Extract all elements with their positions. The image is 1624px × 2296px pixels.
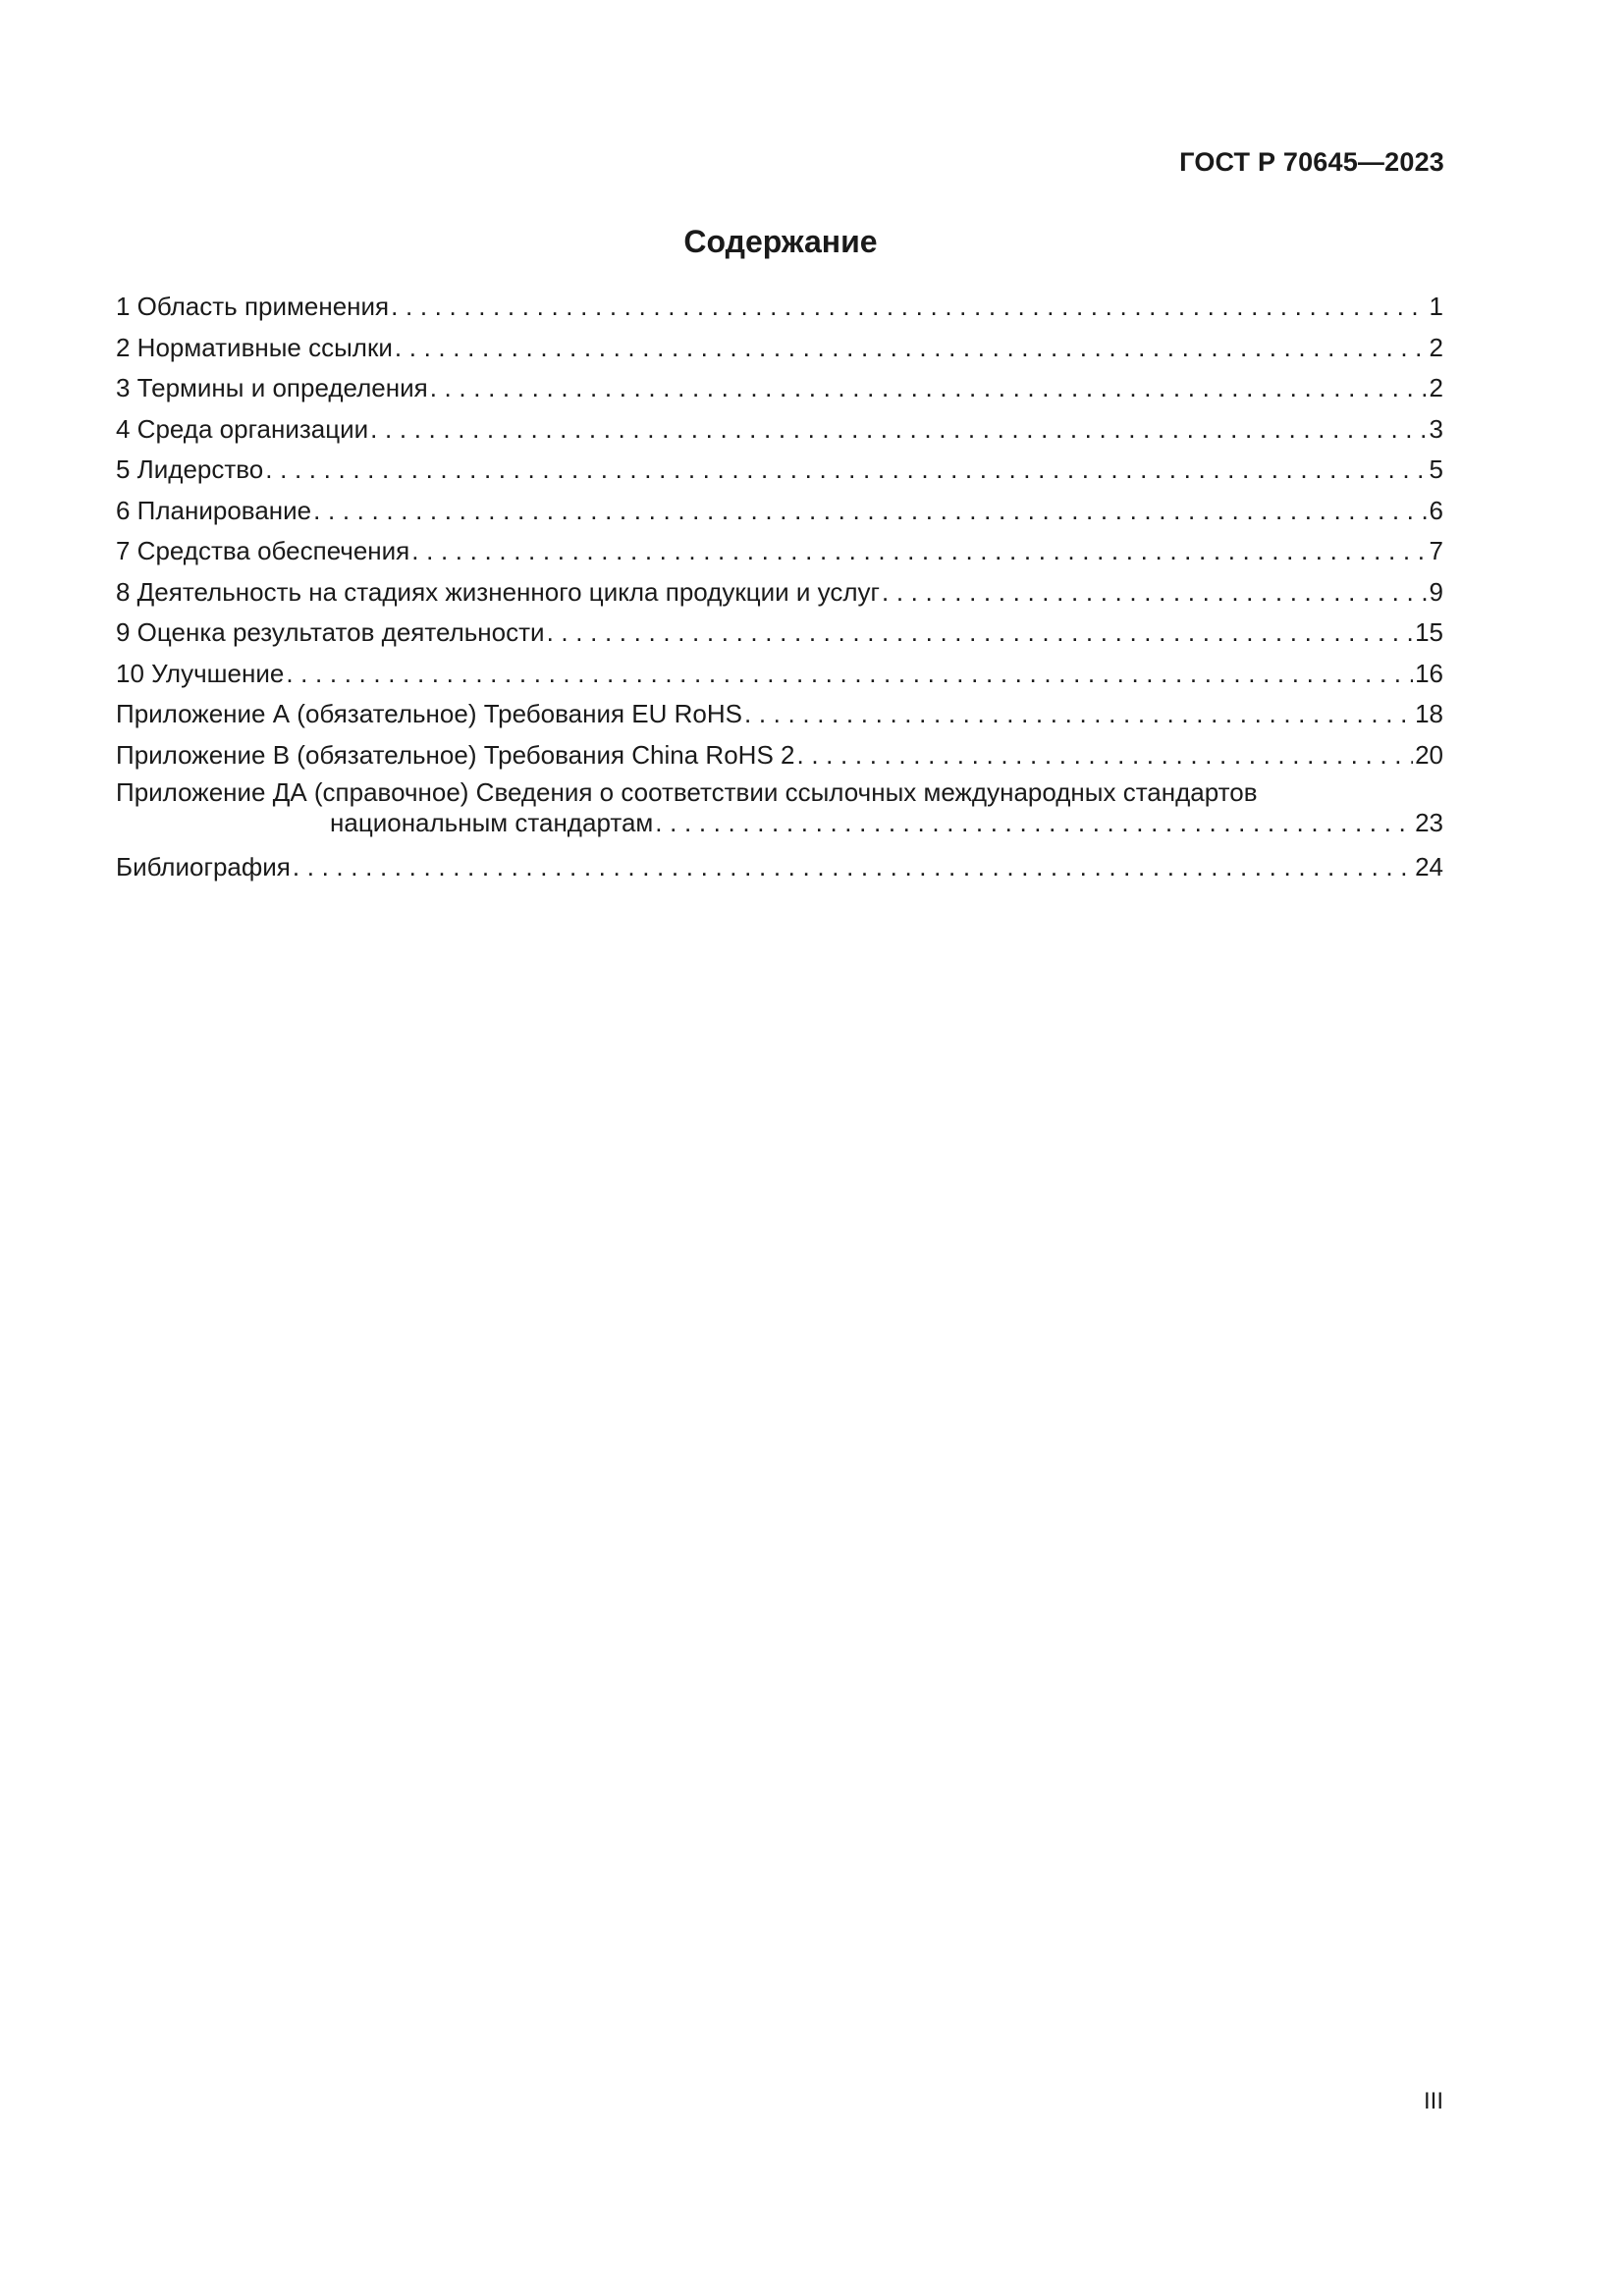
toc-leader-dots: [882, 572, 1428, 614]
toc-entry-text: 2 Нормативные ссылки: [116, 332, 393, 362]
toc-entry-continuation-line: [116, 806, 1443, 842]
toc-entry-text: 7 Средства обеспечения: [116, 536, 410, 565]
toc-entry-page: 7: [1429, 536, 1443, 565]
toc-title: Содержание: [683, 224, 878, 259]
toc-entry-text: 6 Планирование: [116, 495, 312, 525]
toc-leader-dots: [286, 654, 1413, 695]
toc-leader-dots: [395, 328, 1428, 369]
toc-entry-text: Приложение В (обязательное) Требования China RoHS 2: [116, 739, 795, 770]
toc-leader-dots: [547, 613, 1414, 654]
toc-entry-page: 9: [1429, 576, 1443, 607]
toc-leader-dots: [744, 694, 1413, 735]
toc-entry-text: 10 Улучшение: [116, 658, 285, 688]
toc-entry-text: 9 Оценка результатов деятельности: [116, 617, 545, 647]
document-code: ГОСТ Р 70645—2023: [1179, 147, 1444, 177]
toc-leader-dots: [655, 806, 1413, 839]
toc-entry-text: Библиография: [116, 852, 291, 881]
toc-leader-dots: [430, 368, 1428, 409]
toc-entry-text: 3 Термины и определения: [116, 373, 428, 402]
toc-leader-dots: [265, 450, 1427, 491]
toc-entry-operation[interactable]: [116, 572, 1443, 614]
toc-entry-page: 23: [1415, 808, 1443, 837]
toc-entry-text: Приложение ДА (справочное) Сведения о соответствии ссылочных международных стандартов: [116, 777, 1258, 807]
page-number: III: [1423, 2088, 1443, 2114]
toc-entry-normative-references[interactable]: [116, 328, 1443, 369]
toc-entry-text-continued: национальным стандартам: [330, 808, 654, 837]
toc-leader-dots: [796, 735, 1413, 776]
toc-entry-page: 3: [1429, 413, 1443, 444]
toc-entry-text: 4 Среда организации: [116, 413, 369, 444]
toc-entry-page: 15: [1415, 617, 1443, 647]
toc-entry-support[interactable]: [116, 531, 1443, 572]
toc-entry-planning[interactable]: [116, 491, 1443, 532]
toc-leader-dots: [370, 409, 1427, 451]
toc-entry-context[interactable]: [116, 409, 1443, 451]
toc-entry-annex-da[interactable]: [116, 775, 1443, 847]
toc-entry-annex-b[interactable]: [116, 735, 1443, 776]
toc-entry-scope[interactable]: [116, 287, 1443, 328]
toc-entry-page: 2: [1429, 332, 1443, 362]
toc-leader-dots: [411, 531, 1427, 572]
toc-entry-annex-a[interactable]: [116, 694, 1443, 735]
toc-entry-page: 2: [1429, 373, 1443, 402]
toc-entry-page: 5: [1429, 454, 1443, 484]
toc-entry-page: 16: [1415, 658, 1443, 688]
toc-leader-dots: [391, 287, 1427, 328]
toc-entry-text: 8 Деятельность на стадиях жизненного цикла продукции и услуг: [116, 576, 880, 607]
toc-leader-dots: [313, 491, 1427, 532]
toc-entry-text: 5 Лидерство: [116, 454, 264, 484]
toc-entry-page: 1: [1429, 292, 1443, 321]
toc-entry-page: 6: [1429, 495, 1443, 525]
toc-entry-text: 1 Область применения: [116, 292, 390, 321]
table-of-contents: [116, 287, 1443, 888]
toc-entry-page: 24: [1415, 852, 1443, 881]
toc-entry-bibliography[interactable]: [116, 847, 1443, 888]
toc-entry-improvement[interactable]: [116, 654, 1443, 695]
toc-entry-leadership[interactable]: [116, 450, 1443, 491]
toc-entry-performance-evaluation[interactable]: [116, 613, 1443, 654]
toc-entry-text: Приложение А (обязательное) Требования EU RoHS: [116, 699, 742, 728]
toc-entry-page: 18: [1415, 699, 1443, 728]
toc-entry-terms[interactable]: [116, 368, 1443, 409]
toc-entry-page: 20: [1415, 739, 1443, 770]
toc-leader-dots: [293, 847, 1413, 888]
